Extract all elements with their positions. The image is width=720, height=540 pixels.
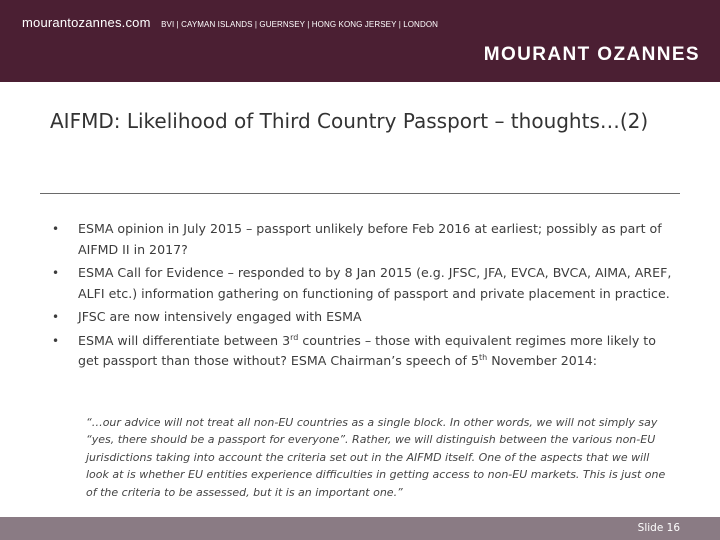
bullet-item: [52, 331, 680, 372]
bullet-item: [52, 263, 680, 304]
slide-number: Slide 16: [637, 522, 680, 534]
slide-title: AIFMD: Likelihood of Third Country Passport – thoughts…(2): [50, 109, 649, 133]
bullet-item: [52, 307, 680, 328]
office-locations: BVI | CAYMAN ISLANDS | GUERNSEY | HONG KONG JERSEY | LONDON: [161, 20, 439, 29]
bullet-text: ESMA Call for Evidence – responded to by 8 Jan 2015 (e.g. JFSC, JFA, EVCA, BVCA, AIMA, AREF, ALFI etc.) information gathering on functioning of passport and private placement in practice.: [78, 265, 672, 301]
bullet-item: [52, 219, 680, 260]
bullet-list: [52, 219, 680, 375]
bullet-text: [78, 333, 656, 369]
bullet-text-part: countries – those with equivalent regimes more likely to get passport than those without? ESMA Chairman’s speech of 5: [78, 332, 656, 368]
bullet-text-part: ESMA will differentiate between 3: [78, 332, 291, 348]
website-url: mourantozannes.com: [22, 15, 151, 30]
bullet-marker: •: [52, 222, 60, 236]
header-banner: [0, 0, 720, 82]
bullet-text-part: November 2014:: [487, 353, 598, 368]
bullet-marker: •: [52, 310, 60, 324]
superscript: rd: [290, 332, 299, 342]
speech-quote: “…our advice will not treat all non-EU countries as a single block. In other words, we will not simply say “yes, there should be a passport for everyone”. Rather, we will distinguish between the various non-EU jurisdictions taking into account the criteria set out in the AIFMD itself. One of the aspects that we will look at is whether EU entities experience difficulties in getting access to non-EU markets. This is just one of the criteria to be assessed, but it is an important one.”: [86, 416, 666, 499]
title-divider: [40, 193, 680, 194]
bullet-marker: •: [52, 266, 60, 280]
superscript: th: [478, 353, 488, 362]
bullet-marker: •: [52, 333, 60, 348]
brand-logo: MOURANT OZANNES: [483, 44, 700, 65]
bullet-text: JFSC are now intensively engaged with ESMA: [78, 309, 362, 324]
footer-bar: [0, 517, 720, 540]
header-website-line: [22, 14, 438, 32]
bullet-text: ESMA opinion in July 2015 – passport unlikely before Feb 2016 at earliest; possibly as part of AIFMD II in 2017?: [78, 221, 662, 257]
